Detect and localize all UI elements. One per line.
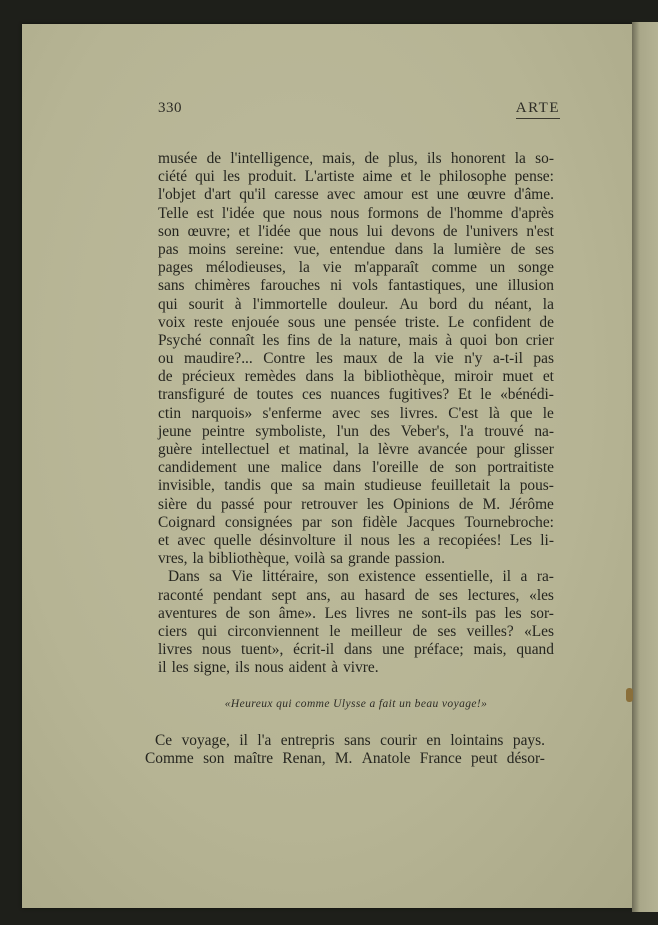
text-line: transfiguré de toutes ces nuances fugitives? Et le «bénédi-	[158, 386, 554, 404]
text-line: ciété qui les produit. L'artiste aime et le philosophe pense:	[158, 168, 554, 186]
text-line: ou maudire?... Contre les maux de la vie n'y a-t-il pas	[158, 350, 554, 368]
text-line: musée de l'intelligence, mais, de plus, ils honorent la so-	[158, 150, 554, 167]
text-line: raconté pendant sept ans, au hasard de ses lectures, «les	[158, 586, 554, 604]
text-line: vres, la bibliothèque, voilà sa grande passion.	[158, 550, 445, 568]
text-line: voix reste enjouée sous une pensée triste. Le confident de	[158, 313, 554, 331]
page-number: 330	[158, 100, 182, 116]
text-line: Dans sa Vie littéraire, son existence essentielle, il a ra-	[168, 568, 554, 586]
text-line: pages mélodieuses, la vie m'apparaît comme un songe	[158, 259, 554, 277]
adjacent-page-edge	[632, 22, 658, 912]
text-line: ciers qui circonviennent le meilleur de ses veilles? «Les	[158, 622, 554, 640]
text-line: sans chimères farouches ni vols fantastiques, une illusion	[158, 277, 554, 295]
body-text	[158, 150, 554, 677]
text-line: de précieux remèdes dans la bibliothèque, miroir muet et	[158, 368, 554, 386]
text-line: l'objet d'art qu'il caresse avec amour est une œuvre d'âme.	[158, 186, 554, 204]
text-line: ctin narquois» s'enferme avec ses livres. C'est là que le	[158, 404, 554, 422]
text-line: Ce voyage, il l'a entrepris sans courir en lointains pays.	[155, 732, 545, 749]
text-line: aventures de son âme». Les livres ne sont-ils pas les sor-	[158, 604, 554, 622]
text-line: il les signe, ils nous aident à vivre.	[158, 659, 379, 677]
text-line: Psyché connaît les fins de la nature, mais à quoi bon crier	[158, 331, 554, 349]
epigraph-quote: «Heureux qui comme Ulysse a fait un beau voyage!»	[224, 698, 488, 710]
text-line: Comme son maître Renan, M. Anatole France peut désor-	[145, 750, 545, 768]
text-line: pas moins sereine: vue, entendue dans la lumière de ses	[158, 240, 554, 258]
text-line: qui sourit à l'immortelle douleur. Au bord du néant, la	[158, 295, 554, 313]
text-line: jeune peintre symboliste, l'un des Veber's, l'a trouvé na-	[158, 422, 554, 440]
text-line: Coignard consignées par son fidèle Jacques Tournebroche:	[158, 513, 554, 531]
text-line: candidement une malice dans l'oreille de son portraitiste	[158, 459, 554, 477]
text-line: invisible, tandis que sa main studieuse feuilletait la pous-	[158, 477, 554, 495]
text-line: guère intellectuel et matinal, la lèvre avancée pour glisser	[158, 441, 554, 458]
running-head: ARTE	[516, 100, 560, 119]
text-line: livres nous tuent», écrit-il dans une préface; mais, quand	[158, 641, 554, 659]
closing-text	[145, 732, 545, 768]
text-line: son œuvre; et l'idée que nous lui devons de l'univers n'est	[158, 222, 554, 240]
text-line: et avec quelle désinvolture il nous les a recopiées! Les li-	[158, 531, 554, 549]
page-header	[158, 100, 560, 122]
paper-stain	[626, 688, 633, 702]
text-line: Telle est l'idée que nous nous formons de l'homme d'après	[158, 204, 554, 222]
text-line: sière du passé pour retrouver les Opinions de M. Jérôme	[158, 495, 554, 513]
